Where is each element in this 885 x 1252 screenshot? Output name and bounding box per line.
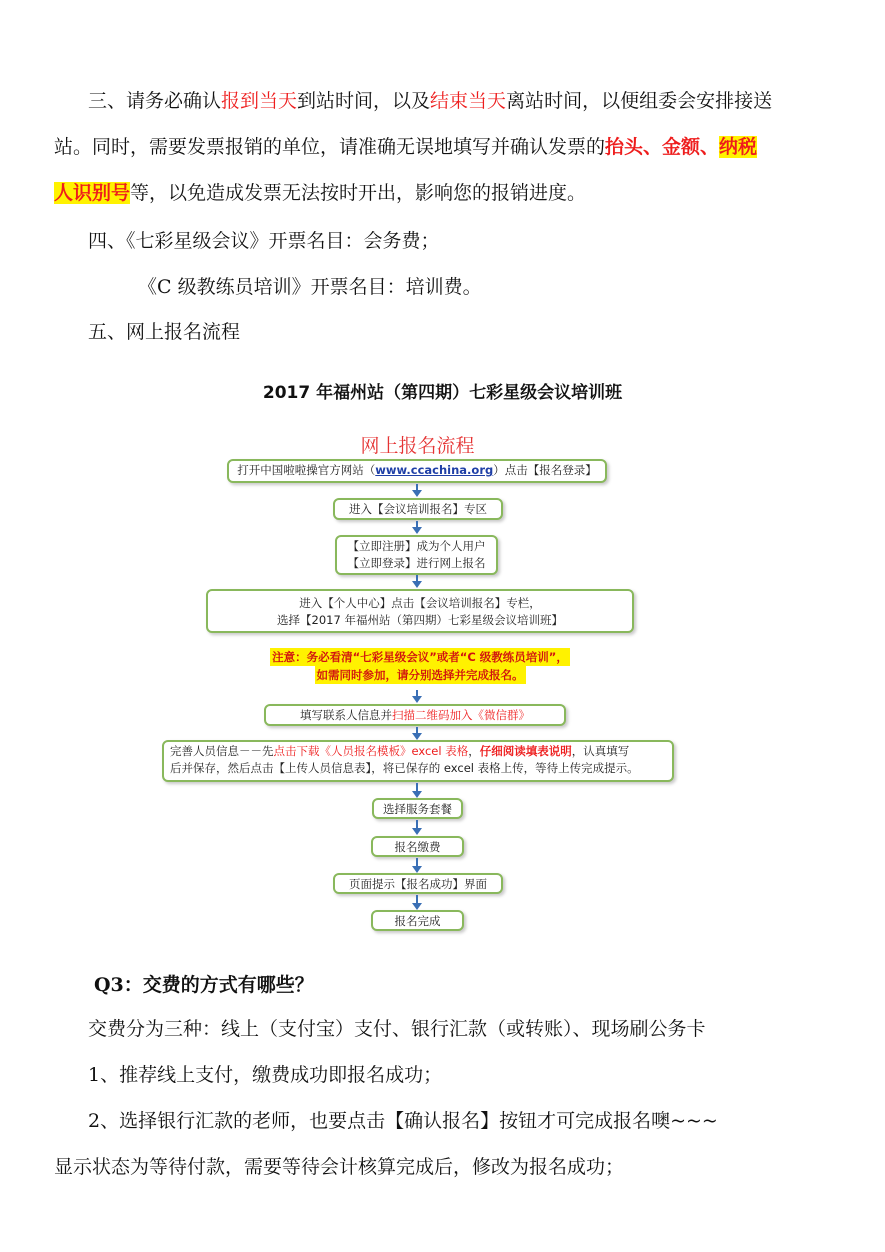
para3-line1 [88, 89, 772, 113]
flow-step-enter-zone: 进入【会议培训报名】专区 [333, 498, 503, 520]
flow-step-text: ， [468, 744, 480, 758]
flow-arrow-icon [412, 527, 422, 534]
q3-paragraph: 1、推荐线上支付，缴费成功即报名成功； [88, 1064, 443, 1086]
flow-note-line: 注意：务必看清“七彩星级会议”或者“C 级教练员培训”， [272, 650, 568, 664]
flow-step-read-instructions: 仔细阅读填表说明 [479, 744, 572, 758]
flowchart-subtitle: 网上报名流程 [360, 435, 475, 457]
flow-step-text: 填写联系人信息并 [300, 708, 392, 722]
flow-arrow-icon [412, 581, 422, 588]
flow-note-line: 如需同时参加，请分别选择并完成报名。 [316, 668, 524, 682]
flow-step-text: ）点击【报名登录】 [493, 463, 597, 477]
flow-step-register-login [335, 535, 498, 575]
flow-step-wechat-group: 扫描二维码加入《微信群》 [392, 708, 530, 722]
flowchart-title: 2017 年福州站（第四期）七彩星级会议培训班 [262, 383, 623, 403]
flow-note [200, 648, 640, 684]
flow-arrow-icon [412, 866, 422, 873]
para3-text: 等，以免造成发票无法按时开出，影响您的报销进度。 [130, 182, 587, 204]
para3-line3 [54, 181, 586, 205]
flow-step-text: 【立即登录】进行网上报名 [347, 556, 486, 570]
flow-step-text: ，认真填写 [571, 744, 630, 758]
para4-line1: 四、《七彩星级会议》开票名目：会务费； [88, 230, 440, 252]
flow-arrow-icon [412, 791, 422, 798]
para3-highlight-arrival: 报到当天 [221, 90, 298, 112]
flow-arrow-icon [412, 733, 422, 740]
flow-step-personal-center [206, 589, 634, 633]
flow-step-pay-fee: 报名缴费 [371, 836, 464, 857]
flow-arrow-icon [412, 828, 422, 835]
q3-heading: Q3：交费的方式有哪些？ [94, 974, 314, 996]
para3-text: 离站时间，以便组委会安排接送 [506, 90, 773, 112]
flow-step-text: 完善人员信息－－先 [170, 744, 274, 758]
flow-arrow-icon [412, 696, 422, 703]
flow-step-text: 【立即注册】成为个人用户 [347, 539, 486, 553]
flow-arrow-icon [412, 903, 422, 910]
flow-step-contact-info [264, 704, 566, 726]
para3-invoice-fields: 抬头、金额、 [605, 136, 720, 158]
para3-tax-id-highlight: 纳税 [719, 136, 758, 158]
flow-step-text: 进入【个人中心】点击【会议培训报名】专栏， [299, 596, 541, 610]
para3-text: 站。同时，需要发票报销的单位，请准确无误地填写并确认发票的 [54, 136, 606, 158]
flow-step-text: 后并保存，然后点击【上传人员信息表】，将已保存的 excel 表格上传，等待上传完成提示。 [170, 761, 639, 775]
q3-paragraph: 交费分为三种：线上（支付宝）支付、银行汇款（或转账）、现场刷公务卡 [88, 1018, 706, 1040]
flow-step-open-website [227, 459, 607, 483]
para3-text: 三、请务必确认 [88, 90, 222, 112]
q3-paragraph: 显示状态为等待付款，需要等待会计核算完成后，修改为报名成功； [54, 1156, 625, 1178]
para5-heading: 五、网上报名流程 [88, 321, 241, 343]
flow-step-text: 选择【2017 年福州站（第四期）七彩星级会议培训班】 [277, 613, 563, 627]
flow-step-complete-info [162, 740, 674, 782]
flow-arrow-icon [412, 490, 422, 497]
website-link[interactable]: www.ccachina.org [375, 463, 494, 477]
flow-step-text: 打开中国啦啦操官方网站（ [237, 463, 376, 477]
para3-text: 到站时间，以及 [297, 90, 431, 112]
para3-tax-id-highlight: 人识别号 [54, 182, 131, 204]
flow-step-choose-package: 选择服务套餐 [372, 798, 463, 819]
flow-step-download-template: 点击下载《人员报名模板》excel 表格 [273, 744, 469, 758]
q3-paragraph: 2、选择银行汇款的老师，也要点击【确认报名】按钮才可完成报名噢~~~ [88, 1110, 718, 1132]
para4-line2: 《C 级教练员培训》开票名目：培训费。 [138, 276, 482, 298]
para3-highlight-departure: 结束当天 [430, 90, 507, 112]
para3-line2 [54, 135, 757, 159]
flow-step-complete: 报名完成 [371, 910, 464, 931]
flow-step-success-page: 页面提示【报名成功】界面 [333, 873, 503, 894]
